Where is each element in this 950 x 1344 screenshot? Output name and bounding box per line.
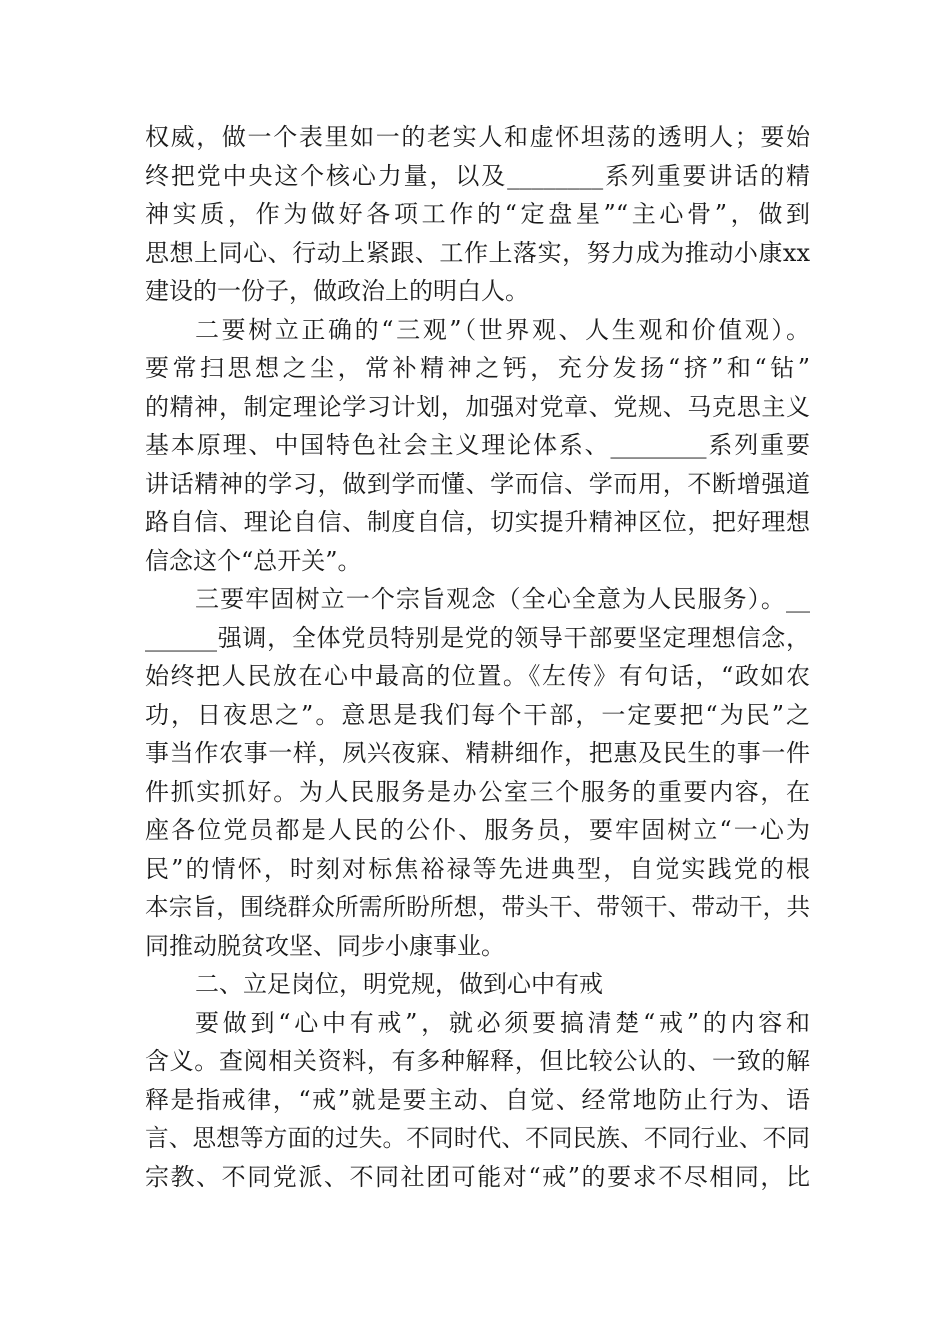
text-line: 讲话精神的学习，做到学而懂、学而信、学而用，不断增强道 bbox=[145, 469, 810, 498]
text-line: ______强调，全体党员特别是党的领导干部要坚定理想信念， bbox=[145, 623, 810, 652]
text-line: 建设的一份子，做政治上的明白人。 bbox=[145, 277, 529, 305]
text-line: 二要树立正确的“三观”（世界观、人生观和价值观）。 bbox=[195, 315, 810, 344]
text-line: 权威，做一个表里如一的老实人和虚怀坦荡的透明人；要始 bbox=[145, 123, 810, 151]
text-line: 要做到“心中有戒”，就必须要搞清楚“戒”的内容和 bbox=[195, 1008, 810, 1037]
document-page bbox=[145, 118, 810, 1196]
text-line: 同推动脱贫攻坚、同步小康事业。 bbox=[145, 931, 505, 960]
text-line: 终把党中央这个核心力量，以及________系列重要讲话的精 bbox=[145, 161, 810, 190]
text-line: 宗教、不同党派、不同社团可能对“戒”的要求不尽相同，比 bbox=[145, 1162, 810, 1191]
text-line: 思想上同心、行动上紧跟、工作上落实，努力成为推动小康xx bbox=[145, 238, 810, 267]
text-line: 神实质，作为做好各项工作的“定盘星”“主心骨”，做到 bbox=[145, 200, 810, 228]
text-line: 二、立足岗位，明党规，做到心中有戒 bbox=[195, 970, 603, 998]
text-line: 件抓实抓好。为人民服务是办公室三个服务的重要内容，在 bbox=[145, 777, 810, 806]
text-line: 释是指戒律，“戒”就是要主动、自觉、经常地防止行为、语 bbox=[145, 1085, 810, 1114]
text-line: 民”的情怀，时刻对标焦裕禄等先进典型，自觉实践党的根 bbox=[145, 854, 810, 883]
text-line: 事当作农事一样，夙兴夜寐、精耕细作，把惠及民生的事一件 bbox=[145, 739, 810, 767]
text-line: 含义。查阅相关资料，有多种解释，但比较公认的、一致的解 bbox=[145, 1047, 810, 1075]
text-line: 要常扫思想之尘，常补精神之钙，充分发扬“挤”和“钻” bbox=[145, 354, 810, 382]
text-line: 路自信、理论自信、制度自信，切实提升精神区位，把好理想 bbox=[145, 508, 810, 536]
text-line: 座各位党员都是人民的公仆、服务员，要牢固树立“一心为 bbox=[145, 816, 810, 844]
text-line: 三要牢固树立一个宗旨观念（全心全意为人民服务）。__ bbox=[195, 585, 810, 613]
text-line: 功，日夜思之”。意思是我们每个干部，一定要把“为民”之 bbox=[145, 700, 810, 729]
text-line: 本宗旨，围绕群众所需所盼所想，带头干、带领干、带动干，共 bbox=[145, 893, 810, 921]
text-line: 基本原理、中国特色社会主义理论体系、________系列重要 bbox=[145, 431, 810, 459]
text-line: 信念这个“总开关”。 bbox=[145, 546, 362, 575]
text-line: 的精神，制定理论学习计划，加强对党章、党规、马克思主义 bbox=[145, 392, 810, 421]
text-line: 言、思想等方面的过失。不同时代、不同民族、不同行业、不同 bbox=[145, 1124, 810, 1152]
text-line: 始终把人民放在心中最高的位置。《左传》有句话，“政如农 bbox=[145, 662, 810, 690]
